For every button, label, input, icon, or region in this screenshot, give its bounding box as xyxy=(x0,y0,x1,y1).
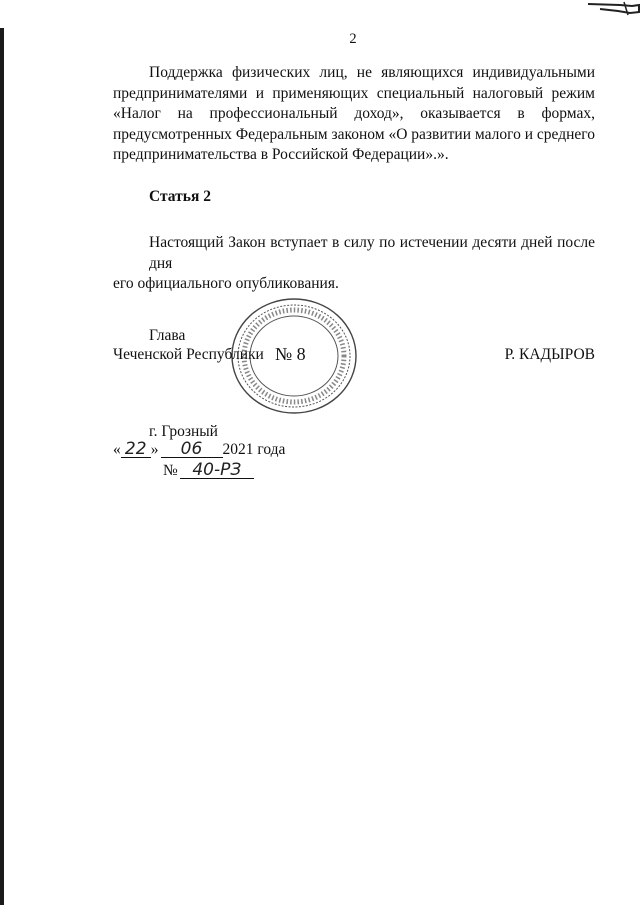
law-number xyxy=(163,462,254,480)
paragraph-line: «Налог на профессиональный доход», оказывается в формах, xyxy=(113,105,595,122)
paragraph-line: предпринимателями и применяющих специальный налоговый режим xyxy=(113,84,595,102)
paragraph-line: его официального опубликования. xyxy=(113,275,339,292)
date-month-handwritten: 06 xyxy=(161,441,223,458)
seal-number: № 8 xyxy=(275,344,306,364)
intro-paragraph xyxy=(113,63,595,166)
signatory-organization: Чеченской Республики xyxy=(113,346,264,363)
paragraph-line: предусмотренных Федеральным законом «О развитии малого и среднего xyxy=(113,125,595,143)
date-open-quote: « xyxy=(113,441,121,458)
signatory-name: Р. КАДЫРОВ xyxy=(504,346,595,363)
scan-edge-bar xyxy=(0,28,4,905)
signatory-title: Глава xyxy=(149,327,186,344)
law-number-prefix: № xyxy=(163,462,178,479)
scan-corner-mark xyxy=(560,0,640,18)
page-number: 2 xyxy=(349,31,357,47)
place-of-signing: г. Грозный xyxy=(149,423,218,440)
signing-date xyxy=(113,441,285,459)
article-paragraph xyxy=(113,233,595,295)
paragraph-line: предпринимательства в Российской Федерации».». xyxy=(113,146,449,163)
date-close-quote: » xyxy=(150,441,159,458)
date-day-handwritten: 22 xyxy=(121,441,151,458)
law-number-handwritten: 40-РЗ xyxy=(180,462,254,479)
article-heading: Статья 2 xyxy=(149,188,211,205)
date-year: 2021 года xyxy=(222,441,286,458)
paragraph-line: Поддержка физических лиц, не являющихся индивидуальными xyxy=(149,64,595,81)
paragraph-line: Настоящий Закон вступает в силу по истечении десяти дней после дня xyxy=(149,234,595,272)
